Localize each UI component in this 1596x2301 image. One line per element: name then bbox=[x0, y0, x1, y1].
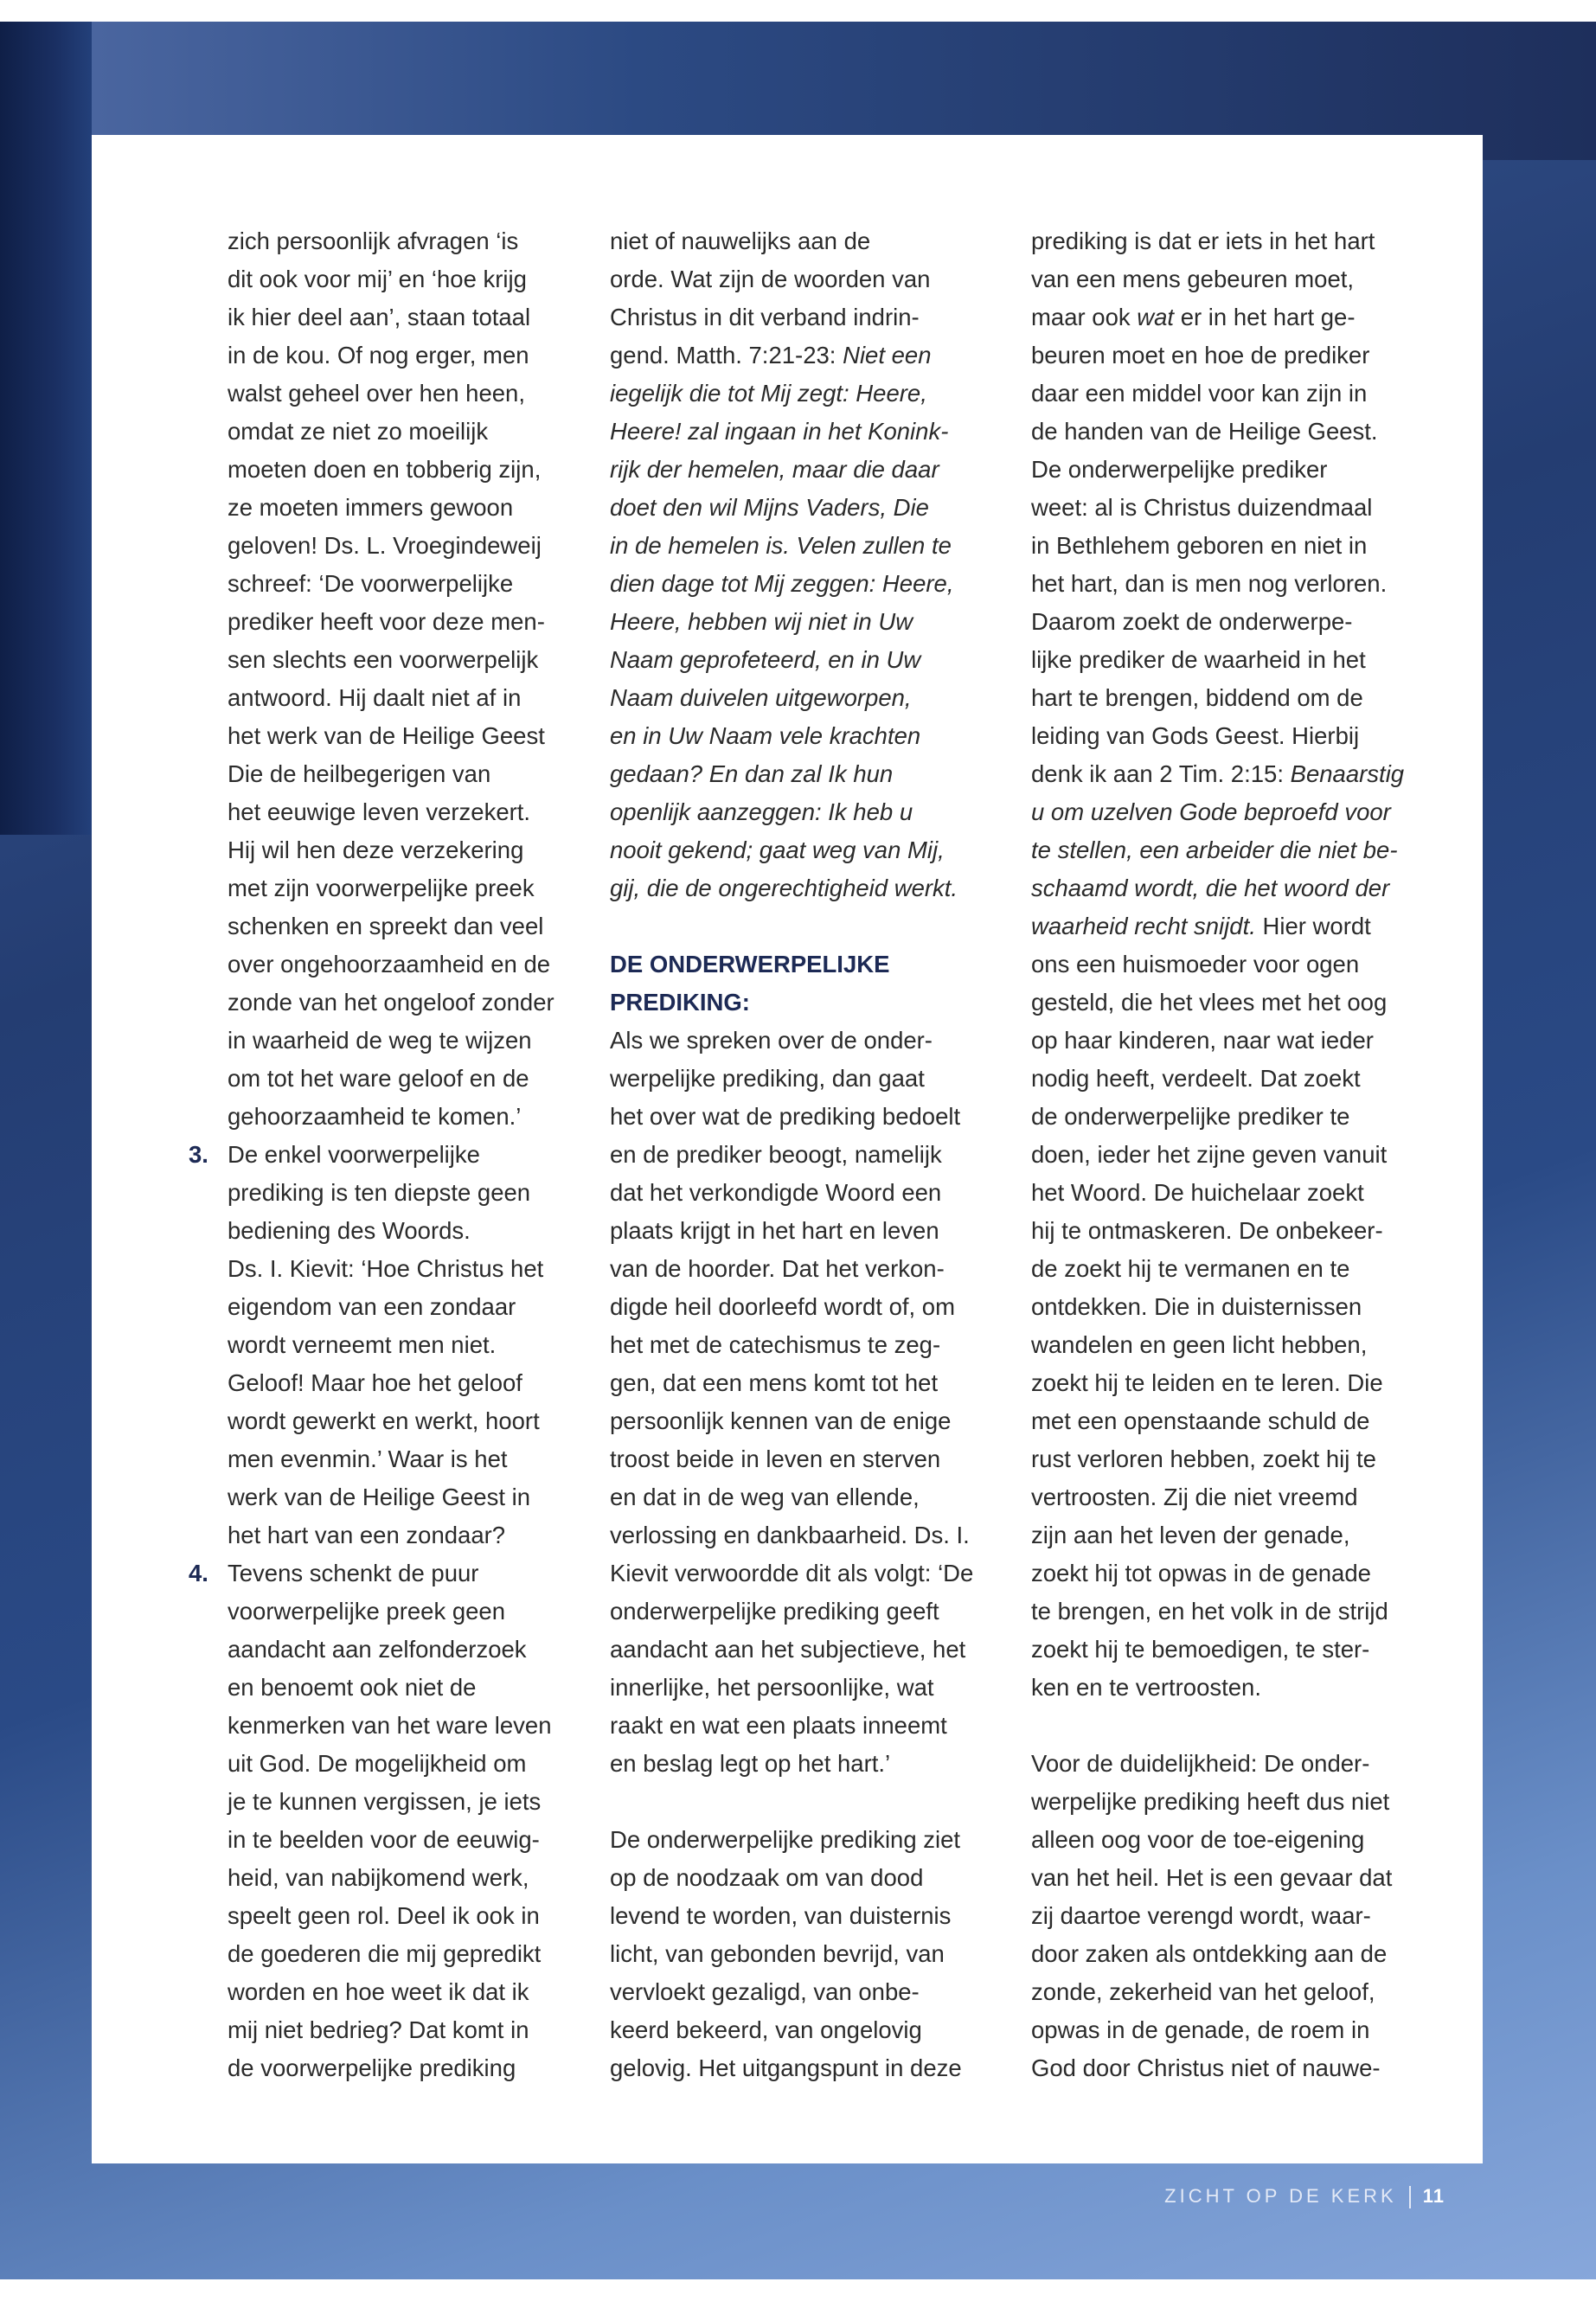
text-line: je te kunnen vergissen, je iets bbox=[228, 1788, 542, 1815]
text-line: u om uzelven Gode beproefd voor bbox=[1031, 798, 1391, 825]
text-line: het hart van een zondaar? bbox=[228, 1522, 506, 1548]
timothy-reference-line: denk ik aan 2 Tim. 2:15: Benaarstig bbox=[1031, 760, 1405, 787]
text-line: alleen oog voor de toe-eigening bbox=[1031, 1826, 1365, 1853]
text-line: rust verloren hebben, zoekt hij te bbox=[1031, 1445, 1376, 1472]
text-line: ons een huismoeder voor ogen bbox=[1031, 951, 1360, 977]
text-line: te brengen, en het volk in de strijd bbox=[1031, 1598, 1388, 1625]
text-line: iegelijk die tot Mij zegt: Heere, bbox=[610, 380, 927, 407]
list-item-3-text bbox=[228, 1136, 574, 1554]
list-number-4: 4. bbox=[189, 1560, 208, 1586]
text-line: wordt verneemt men niet. bbox=[228, 1331, 497, 1358]
text-line: verlossing en dankbaarheid. Ds. I. bbox=[610, 1522, 970, 1548]
col2-top-text bbox=[610, 222, 990, 336]
text-line: het hart, dan is men nog verloren. bbox=[1031, 570, 1388, 597]
text-line: nooit gekend; gaat weg van Mij, bbox=[610, 836, 945, 863]
timothy-quote bbox=[1031, 793, 1412, 907]
section-heading bbox=[610, 945, 990, 1022]
col3-text-b bbox=[1031, 336, 1412, 755]
publication-name: ZICHT OP DE KERK bbox=[1164, 2185, 1397, 2207]
col3-paragraph-2 bbox=[1031, 1745, 1412, 2087]
text-line: levend te worden, van duisternis bbox=[610, 1902, 952, 1929]
text-line: gij, die de ongerechtigheid werkt. bbox=[610, 875, 958, 901]
text-line: om tot het ware geloof en de bbox=[228, 1065, 529, 1092]
text-line: antwoord. Hij daalt niet af in bbox=[228, 684, 522, 711]
text-line: dit ook voor mij’ en ‘hoe krijg bbox=[228, 266, 527, 292]
text-line: voorwerpelijke preek geen bbox=[228, 1598, 506, 1625]
text-line: aandacht aan het subjectieve, het bbox=[610, 1636, 966, 1663]
text-line: digde heil doorleefd wordt of, om bbox=[610, 1293, 955, 1320]
text-line: op de noodzaak om van dood bbox=[610, 1864, 924, 1891]
text-line: raakt en wat een plaats inneemt bbox=[610, 1712, 947, 1739]
text-line: Als we spreken over de onder- bbox=[610, 1027, 933, 1054]
text-line: zoekt hij tot opwas in de genade bbox=[1031, 1560, 1371, 1586]
text-line: niet of nauwelijks aan de bbox=[610, 228, 871, 254]
text-line: moeten doen en tobberig zijn, bbox=[228, 456, 542, 483]
footer-divider bbox=[1409, 2186, 1411, 2208]
text-line: mij niet bedrieg? Dat komt in bbox=[228, 2016, 529, 2043]
text-line: weet: al is Christus duizendmaal bbox=[1031, 494, 1373, 521]
text-line: door zaken als ontdekking aan de bbox=[1031, 1940, 1388, 1967]
text-line: het met de catechismus te zeg- bbox=[610, 1331, 941, 1358]
text-line: ik hier deel aan’, staan totaal bbox=[228, 304, 531, 330]
text-line: leiding van Gods Geest. Hierbij bbox=[1031, 722, 1360, 749]
text-line: zich persoonlijk afvragen ‘is bbox=[228, 228, 519, 254]
text-line: en dat in de weg van ellende, bbox=[610, 1484, 920, 1510]
text-line: en benoemt ook niet de bbox=[228, 1674, 477, 1701]
text-line: ontdekken. Die in duisternissen bbox=[1031, 1293, 1362, 1320]
text-line: Geloof! Maar hoe het geloof bbox=[228, 1369, 522, 1396]
text-line: prediking is dat er iets in het hart bbox=[1031, 228, 1375, 254]
text-line: orde. Wat zijn de woorden van bbox=[610, 266, 931, 292]
text-line: te stellen, een arbeider die niet be- bbox=[1031, 836, 1398, 863]
text-line: dien dage tot Mij zeggen: Heere, bbox=[610, 570, 954, 597]
text-line: De onderwerpelijke prediking ziet bbox=[610, 1826, 961, 1853]
text-line: prediker heeft voor deze men- bbox=[228, 608, 545, 635]
text-line: het Woord. De huichelaar zoekt bbox=[1031, 1179, 1364, 1206]
text-line: onderwerpelijke prediking geeft bbox=[610, 1598, 939, 1625]
text-line: met zijn voorwerpelijke preek bbox=[228, 875, 535, 901]
text-line: vervloekt gezaligd, van onbe- bbox=[610, 1978, 920, 2005]
column-3 bbox=[1031, 222, 1412, 2087]
text-line: zij daartoe verengd wordt, waar- bbox=[1031, 1902, 1371, 1929]
list-item-3 bbox=[189, 1136, 574, 1554]
text-line: uit God. De mogelijkheid om bbox=[228, 1750, 527, 1777]
sidebar-accent bbox=[0, 22, 92, 835]
text-line: van het heil. Het is een gevaar dat bbox=[1031, 1864, 1393, 1891]
col3-wat-line: maar ook wat er in het hart ge- bbox=[1031, 304, 1356, 330]
text-line: daar een middel voor kan zijn in bbox=[1031, 380, 1368, 407]
text-line: beuren moet en hoe de prediker bbox=[1031, 342, 1370, 369]
text-line: vertroosten. Zij die niet vreemd bbox=[1031, 1484, 1358, 1510]
text-line: walst geheel over hen heen, bbox=[228, 380, 525, 407]
text-line: het eeuwige leven verzekert. bbox=[228, 798, 531, 825]
text-line: Hij wil hen deze verzekering bbox=[228, 836, 524, 863]
text-line: schaamd wordt, die het woord der bbox=[1031, 875, 1390, 901]
text-line: de onderwerpelijke prediker te bbox=[1031, 1103, 1350, 1130]
text-line: het werk van de Heilige Geest bbox=[228, 722, 545, 749]
text-line: innerlijke, het persoonlijke, wat bbox=[610, 1674, 934, 1701]
text-line: werpelijke prediking, dan gaat bbox=[610, 1065, 925, 1092]
text-line: en in Uw Naam vele krachten bbox=[610, 722, 921, 749]
text-line: Heere, hebben wij niet in Uw bbox=[610, 608, 913, 635]
text-line: ken en te vertroosten. bbox=[1031, 1674, 1261, 1701]
text-line: zonde, zekerheid van het geloof, bbox=[1031, 1978, 1375, 2005]
text-line: zoekt hij te bemoedigen, te ster- bbox=[1031, 1636, 1370, 1663]
page-footer bbox=[1164, 2185, 1445, 2208]
text-line: zonde van het ongeloof zonder bbox=[228, 989, 554, 1016]
col3-text-c bbox=[1031, 945, 1412, 1707]
text-line: in te beelden voor de eeuwig- bbox=[228, 1826, 540, 1853]
text-line: het over wat de prediking bedoelt bbox=[610, 1103, 961, 1130]
matthew-quote bbox=[610, 375, 990, 907]
text-line: Daarom zoekt de onderwerpe- bbox=[1031, 608, 1353, 635]
text-line: in waarheid de weg te wijzen bbox=[228, 1027, 532, 1054]
text-line: schreef: ‘De voorwerpelijke bbox=[228, 570, 514, 597]
text-line: de zoekt hij te vermanen en te bbox=[1031, 1255, 1350, 1282]
text-line: Ds. I. Kievit: ‘Hoe Christus het bbox=[228, 1255, 544, 1282]
timothy-quote-end: waarheid recht snijdt. Hier wordt bbox=[1031, 913, 1371, 939]
text-line: worden en hoe weet ik dat ik bbox=[228, 1978, 529, 2005]
text-line: wordt gewerkt en werkt, hoort bbox=[228, 1407, 540, 1434]
text-line: prediking is ten diepste geen bbox=[228, 1179, 531, 1206]
text-line: van de hoorder. Dat het verkon- bbox=[610, 1255, 945, 1282]
text-line: Christus in dit verband indrin- bbox=[610, 304, 920, 330]
text-line: lijke prediker de waarheid in het bbox=[1031, 646, 1366, 673]
text-line: hij te ontmaskeren. De onbekeer- bbox=[1031, 1217, 1383, 1244]
text-line: PREDIKING: bbox=[610, 989, 750, 1016]
text-line: De onderwerpelijke prediker bbox=[1031, 456, 1328, 483]
text-line: heid, van nabijkomend werk, bbox=[228, 1864, 529, 1891]
text-line: ze moeten immers gewoon bbox=[228, 494, 514, 521]
list-item-4-text bbox=[228, 1554, 574, 2087]
text-line: wandelen en geen licht hebben, bbox=[1031, 1331, 1368, 1358]
text-line: hart te brengen, biddend om de bbox=[1031, 684, 1363, 711]
text-line: persoonlijk kennen van de enige bbox=[610, 1407, 952, 1434]
text-line: en beslag legt op het hart.’ bbox=[610, 1750, 891, 1777]
text-line: doen, ieder het zijne geven vanuit bbox=[1031, 1141, 1388, 1168]
text-line: rijk der hemelen, maar die daar bbox=[610, 456, 939, 483]
text-line: in Bethlehem geboren en niet in bbox=[1031, 532, 1368, 559]
text-line: gehoorzaamheid te komen.’ bbox=[228, 1103, 522, 1130]
text-line: Kievit verwoordde dit als volgt: ‘De bbox=[610, 1560, 974, 1586]
text-line: over ongehoorzaamheid en de bbox=[228, 951, 551, 977]
text-line: Naam geprofeteerd, en in Uw bbox=[610, 646, 921, 673]
text-line: men evenmin.’ Waar is het bbox=[228, 1445, 508, 1472]
text-line: de voorwerpelijke prediking bbox=[228, 2054, 516, 2081]
text-line: troost beide in leven en sterven bbox=[610, 1445, 941, 1472]
text-line: DE ONDERWERPELIJKE bbox=[610, 951, 890, 977]
text-line: zoekt hij te leiden en te leren. Die bbox=[1031, 1369, 1383, 1396]
text-line: in de hemelen is. Velen zullen te bbox=[610, 532, 952, 559]
text-line: sen slechts een voorwerpelijk bbox=[228, 646, 539, 673]
text-line: en de prediker beoogt, namelijk bbox=[610, 1141, 942, 1168]
text-line: speelt geen rol. Deel ik ook in bbox=[228, 1902, 540, 1929]
text-line: gesteld, die het vlees met het oog bbox=[1031, 989, 1388, 1016]
text-line: werk van de Heilige Geest in bbox=[228, 1484, 531, 1510]
text-line: Heere! zal ingaan in het Konink- bbox=[610, 418, 949, 445]
text-line: bediening des Woords. bbox=[228, 1217, 471, 1244]
text-line: geloven! Ds. L. Vroegindeweij bbox=[228, 532, 542, 559]
text-line: gen, dat een mens komt tot het bbox=[610, 1369, 939, 1396]
text-line: keerd bekeerd, van ongelovig bbox=[610, 2016, 922, 2043]
list-number-3: 3. bbox=[189, 1141, 208, 1168]
text-line: schenken en spreekt dan veel bbox=[228, 913, 544, 939]
text-line: eigendom van een zondaar bbox=[228, 1293, 516, 1320]
text-line: God door Christus niet of nauwe- bbox=[1031, 2054, 1381, 2081]
text-line: Die de heilbegerigen van bbox=[228, 760, 491, 787]
text-line: op haar kinderen, naar wat ieder bbox=[1031, 1027, 1374, 1054]
col2-paragraph-2 bbox=[610, 1821, 990, 2087]
text-line: openlijk aanzeggen: Ik heb u bbox=[610, 798, 913, 825]
text-line: kenmerken van het ware leven bbox=[228, 1712, 552, 1739]
text-line: opwas in de genade, de roem in bbox=[1031, 2016, 1370, 2043]
text-line: nodig heeft, verdeelt. Dat zoekt bbox=[1031, 1065, 1361, 1092]
text-line: in de kou. Of nog erger, men bbox=[228, 342, 529, 369]
text-line: plaats krijgt in het hart en leven bbox=[610, 1217, 939, 1244]
text-line: De enkel voorwerpelijke bbox=[228, 1141, 480, 1168]
text-line: aandacht aan zelfonderzoek bbox=[228, 1636, 527, 1663]
text-line: gelovig. Het uitgangspunt in deze bbox=[610, 2054, 962, 2081]
column-2 bbox=[610, 222, 990, 2087]
text-line: de goederen die mij gepredikt bbox=[228, 1940, 542, 1967]
list-item-4 bbox=[189, 1554, 574, 2087]
text-line: gedaan? En dan zal Ik hun bbox=[610, 760, 894, 787]
col2-paragraph-1 bbox=[610, 1022, 990, 1783]
text-line: dat het verkondigde Woord een bbox=[610, 1179, 942, 1206]
text-line: de handen van de Heilige Geest. bbox=[1031, 418, 1378, 445]
text-line: met een openstaande schuld de bbox=[1031, 1407, 1370, 1434]
matthew-reference-line: gend. Matth. 7:21-23: Niet een bbox=[610, 342, 932, 369]
text-line: licht, van gebonden bevrijd, van bbox=[610, 1940, 945, 1967]
text-line: zijn aan het leven der genade, bbox=[1031, 1522, 1350, 1548]
text-line: omdat ze niet zo moeilijk bbox=[228, 418, 489, 445]
text-line: Voor de duidelijkheid: De onder- bbox=[1031, 1750, 1370, 1777]
text-line: van een mens gebeuren moet, bbox=[1031, 266, 1355, 292]
text-line: doet den wil Mijns Vaders, Die bbox=[610, 494, 929, 521]
page-number: 11 bbox=[1422, 2185, 1445, 2207]
text-line: Naam duivelen uitgeworpen, bbox=[610, 684, 912, 711]
column-1 bbox=[189, 222, 574, 2087]
text-line: Tevens schenkt de puur bbox=[228, 1560, 479, 1586]
col3-text-a bbox=[1031, 222, 1412, 298]
col1-intro bbox=[228, 222, 574, 1136]
text-line: werpelijke prediking heeft dus niet bbox=[1031, 1788, 1390, 1815]
